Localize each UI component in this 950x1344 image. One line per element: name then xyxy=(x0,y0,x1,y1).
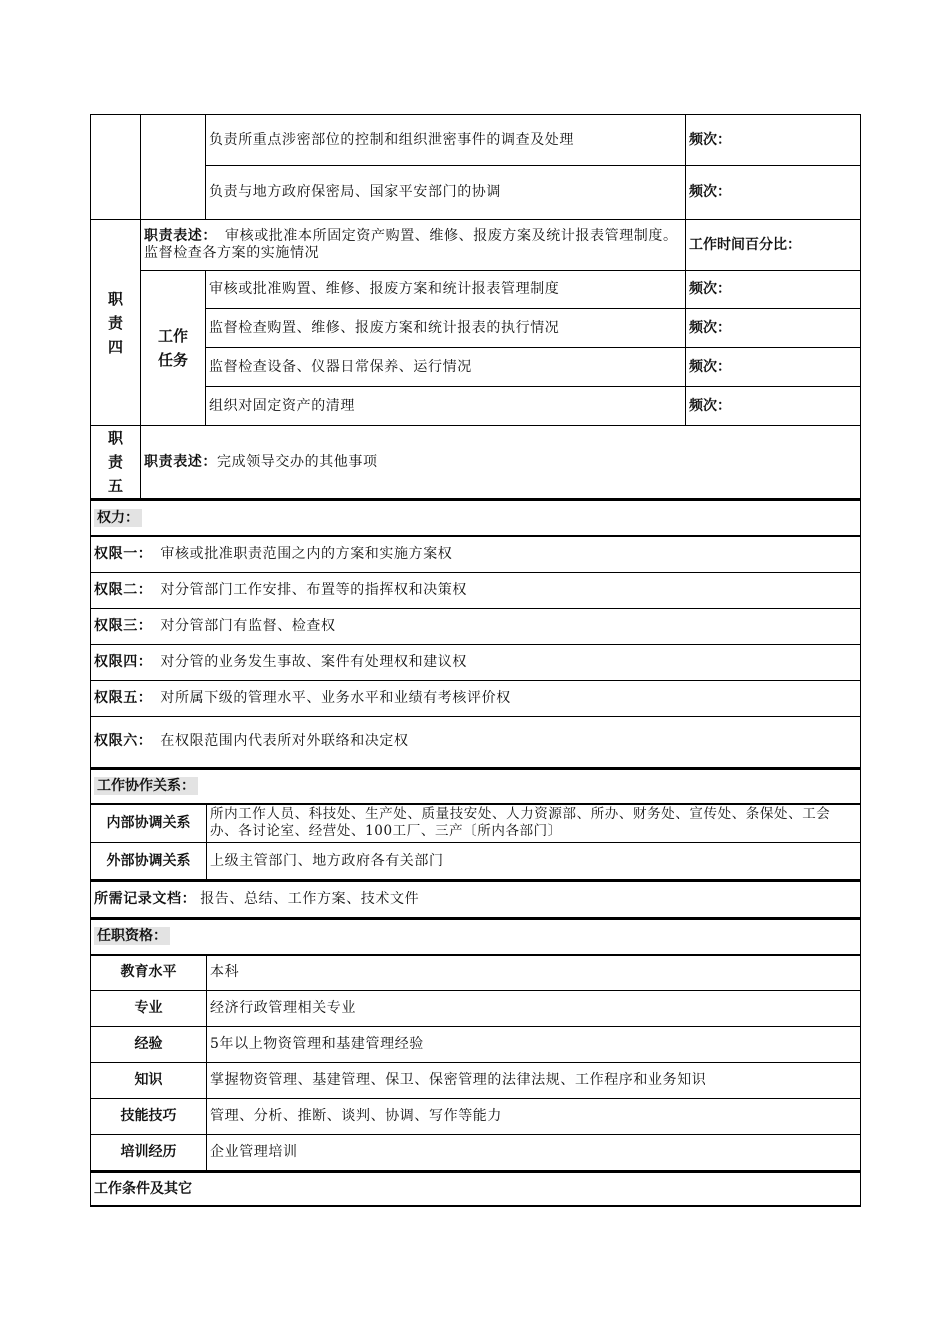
qualification-label: 知识 xyxy=(91,1063,207,1099)
duty5-description xyxy=(141,426,861,499)
conditions-table xyxy=(90,1171,861,1207)
records-table xyxy=(90,880,861,918)
duty4-task-frequency: 频次： xyxy=(686,387,861,426)
authority-item xyxy=(91,680,861,716)
authority-label: 权限六： xyxy=(94,733,153,749)
records-label: 所需记录文档： xyxy=(94,890,197,907)
authority-item xyxy=(91,644,861,680)
authority-label: 权限五： xyxy=(94,689,153,706)
duty4-label-char: 四 xyxy=(107,337,123,356)
duty4-task-row xyxy=(91,271,861,309)
external-relations-row xyxy=(91,843,861,880)
authority-row xyxy=(91,644,861,680)
authority-text: 对所属下级的管理水平、业务水平和业绩有考核评价权 xyxy=(160,689,511,706)
duty3-task-label-cell xyxy=(141,115,206,220)
duty4-task-row xyxy=(91,348,861,387)
duty4-task-label xyxy=(141,271,206,426)
internal-relations-label: 内部协调关系 xyxy=(91,804,207,843)
duty3-task-frequency: 频次： xyxy=(686,166,861,220)
qualification-value: 企业管理培训 xyxy=(207,1135,861,1171)
authority-label: 权限一： xyxy=(94,545,153,562)
relations-title: 工作协作关系： xyxy=(94,777,198,795)
authority-item xyxy=(91,608,861,644)
duty5-row xyxy=(91,426,861,499)
qualification-value: 管理、分析、推断、谈判、协调、写作等能力 xyxy=(207,1099,861,1135)
duty4-task-row xyxy=(91,387,861,426)
duty4-task-text: 监督检查购置、维修、报废方案和统计报表的执行情况 xyxy=(206,309,686,348)
duty4-time-percent-label: 工作时间百分比： xyxy=(686,220,861,271)
authority-text: 对分管的业务发生事故、案件有处理权和建议权 xyxy=(160,653,468,670)
duty4-task-frequency: 频次： xyxy=(686,348,861,387)
authority-item xyxy=(91,572,861,608)
authority-text: 审核或批准职责范围之内的方案和实施方案权 xyxy=(160,545,453,562)
external-relations-text: 上级主管部门、地方政府各有关部门 xyxy=(207,843,861,880)
qualification-row xyxy=(91,1063,861,1099)
qualification-header-row xyxy=(91,919,861,955)
authority-row xyxy=(91,716,861,767)
qualification-value: 5年以上物资管理和基建管理经验 xyxy=(207,1027,861,1063)
external-relations-label: 外部协调关系 xyxy=(91,843,207,880)
duty5-label xyxy=(91,426,141,499)
duty4-task-row xyxy=(91,309,861,348)
internal-relations-row xyxy=(91,804,861,843)
records-text: 报告、总结、工作方案、技术文件 xyxy=(200,890,420,907)
qualification-row xyxy=(91,1099,861,1135)
authority-item xyxy=(91,716,861,767)
duty4-task-frequency: 频次： xyxy=(686,271,861,309)
authority-header-row xyxy=(91,500,861,536)
authority-label: 权限三： xyxy=(94,617,153,634)
qualification-row xyxy=(91,955,861,991)
conditions-row xyxy=(91,1172,861,1206)
duty5-label-char: 责 xyxy=(107,453,123,471)
duty3-label-cell xyxy=(91,115,141,220)
duty5-label-char: 五 xyxy=(107,477,123,495)
records-cell xyxy=(91,881,861,917)
qualification-label: 培训经历 xyxy=(91,1135,207,1171)
duty4-description xyxy=(141,220,686,271)
qualification-value: 掌握物资管理、基建管理、保卫、保密管理的法律法规、工作程序和业务知识 xyxy=(207,1063,861,1099)
duty3-task-text: 负责与地方政府保密局、国家平安部门的协调 xyxy=(206,166,686,220)
relations-table xyxy=(90,768,861,881)
qualification-label: 专业 xyxy=(91,991,207,1027)
authority-text: 对分管部门工作安排、布置等的指挥权和决策权 xyxy=(160,581,468,598)
duty3-task-row xyxy=(91,166,861,220)
duty4-description-text: 审核或批准本所固定资产购置、维修、报废方案及统计报表管理制度。监督检查各方案的实施情况 xyxy=(144,228,678,261)
duty4-task-text: 组织对固定资产的清理 xyxy=(206,387,686,426)
qualification-row xyxy=(91,1027,861,1063)
authority-row xyxy=(91,608,861,644)
duty4-task-label-line: 工作 xyxy=(157,327,188,345)
authority-row xyxy=(91,536,861,572)
duty4-task-label-line: 任务 xyxy=(157,351,188,369)
authority-title-cell xyxy=(91,500,861,536)
duty5-label-char: 职 xyxy=(107,429,123,447)
qualification-row xyxy=(91,991,861,1027)
authority-row xyxy=(91,680,861,716)
records-row xyxy=(91,881,861,917)
authority-text: 对分管部门有监督、检查权 xyxy=(160,617,336,634)
conditions-title: 工作条件及其它 xyxy=(91,1172,861,1206)
authority-title: 权力： xyxy=(94,509,142,527)
duty4-label-char: 职 xyxy=(107,289,123,308)
authority-label: 权限二： xyxy=(94,581,153,598)
authority-table xyxy=(90,499,861,768)
job-description-sheet xyxy=(90,114,860,1207)
relations-title-cell xyxy=(91,769,861,804)
authority-label: 权限四： xyxy=(94,653,153,670)
duties-table xyxy=(90,114,861,499)
duty4-task-text: 监督检查设备、仪器日常保养、运行情况 xyxy=(206,348,686,387)
duty4-task-frequency: 频次： xyxy=(686,309,861,348)
relations-header-row xyxy=(91,769,861,804)
qualification-label: 技能技巧 xyxy=(91,1099,207,1135)
duty3-task-frequency: 频次： xyxy=(686,115,861,166)
qualification-table xyxy=(90,918,861,1172)
duty4-task-text: 审核或批准购置、维修、报废方案和统计报表管理制度 xyxy=(206,271,686,309)
qualification-label: 经验 xyxy=(91,1027,207,1063)
duty4-description-row xyxy=(91,220,861,271)
duty4-label xyxy=(91,220,141,426)
qualification-label: 教育水平 xyxy=(91,955,207,991)
authority-text: 在权限范围内代表所对外联络和决定权 xyxy=(160,733,409,749)
duty5-description-label: 职责表述： xyxy=(144,453,217,470)
duty5-description-text: 完成领导交办的其他事项 xyxy=(217,453,378,470)
authority-item xyxy=(91,536,861,572)
authority-row xyxy=(91,572,861,608)
qualification-value: 本科 xyxy=(207,955,861,991)
duty3-task-text: 负责所重点涉密部位的控制和组织泄密事件的调查及处理 xyxy=(206,115,686,166)
qualification-value: 经济行政管理相关专业 xyxy=(207,991,861,1027)
internal-relations-text: 所内工作人员、科技处、生产处、质量技安处、人力资源部、所办、财务处、宣传处、条保处、工会办、各讨论室、经营处、100工厂、三产〔所内各部门〕 xyxy=(207,804,861,843)
qualification-title-cell xyxy=(91,919,861,955)
duty4-label-char: 责 xyxy=(107,313,123,332)
duty4-description-label: 职责表述： xyxy=(144,228,217,244)
qualification-row xyxy=(91,1135,861,1171)
duty3-task-row xyxy=(91,115,861,166)
qualification-title: 任职资格： xyxy=(94,927,170,945)
